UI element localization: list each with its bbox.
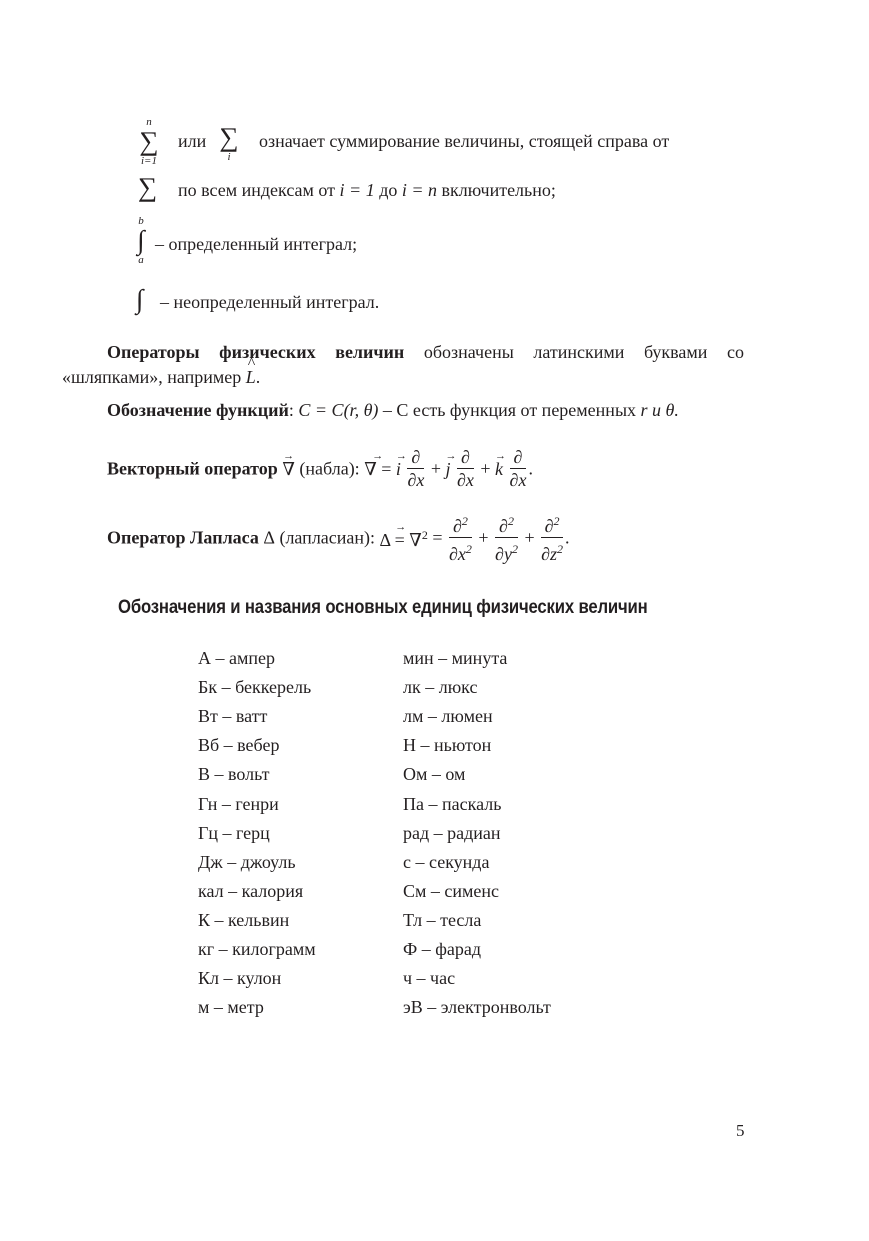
laplace-dy2: ∂y	[495, 544, 512, 564]
sum-limited	[134, 116, 164, 167]
laplace-bold: Оператор Лапласа	[107, 527, 259, 548]
laplace-frac-z	[541, 510, 563, 565]
laplace-end: .	[565, 527, 570, 548]
nabla-i: → i	[396, 458, 401, 480]
laplace-dx2: ∂x	[449, 544, 466, 564]
unit-left-item: Гц – герц	[198, 822, 270, 843]
nabla-symbol: → ∇	[282, 458, 295, 480]
unit-right-item: Па – паскаль	[403, 793, 502, 814]
functions-paragraph	[62, 398, 744, 423]
unit-right-item: лм – люмен	[403, 706, 493, 727]
sum-bare-symbol: ∑	[138, 172, 158, 202]
unit-right-item: эВ – электронвольт	[403, 997, 551, 1018]
operator-example: ^ L	[246, 365, 256, 390]
laplace-num-sq-y: 2	[507, 514, 514, 528]
laplace-dz2: ∂z	[541, 544, 557, 564]
unit-right-item: рад – радиан	[403, 822, 501, 843]
units-heading: Обозначения и названия основных единиц физических величин	[118, 597, 648, 618]
nabla-paren: (набла):	[299, 458, 360, 479]
unit-left-item: м – метр	[198, 997, 264, 1018]
laplace-num-z	[541, 510, 563, 538]
unit-left-item: Кл – кулон	[198, 968, 282, 989]
laplace-den-x	[449, 538, 472, 565]
laplace-num-y	[495, 510, 518, 538]
laplace-line	[107, 510, 570, 565]
page-number: 5	[736, 1121, 745, 1140]
unit-left-item: Бк – беккерель	[198, 677, 312, 698]
functions-colon: :	[288, 400, 294, 420]
laplace-partial-x: ∂	[452, 516, 462, 536]
laplace-plus-1: +	[478, 527, 489, 548]
unit-right-item: мин – минута	[403, 648, 508, 668]
laplace-paren: (лапласиан):	[279, 527, 376, 548]
nabla-dx-3: ∂x	[509, 470, 527, 490]
laplace-plus-2: +	[524, 527, 535, 548]
unit-left-item: А – ампер	[198, 648, 276, 668]
sum-desc-e: включительно;	[441, 180, 556, 200]
unit-right-item: См – сименс	[403, 880, 500, 901]
unit-right-item: Ф – фарад	[403, 939, 482, 959]
laplace-den-sq-x: 2	[465, 542, 472, 556]
laplace-num-x	[449, 510, 472, 538]
laplace-eq: =	[432, 527, 443, 548]
nabla-partial-3: ∂	[510, 446, 527, 469]
operators-bold: Операторы физических величин	[107, 342, 405, 362]
functions-vars: r и θ.	[640, 400, 679, 420]
sum-index-symbol: ∑	[219, 122, 239, 152]
operators-end: .	[255, 367, 261, 387]
nabla-plus-1: +	[430, 458, 441, 479]
unit-right-item: ч – час	[403, 968, 456, 989]
sum-desc-c: до	[379, 180, 398, 200]
indefinite-integral-symbol: ∫	[136, 284, 144, 314]
nabla-plus-2: +	[480, 458, 491, 479]
laplace-symbol: Δ	[263, 527, 275, 548]
unit-left-item: Гн – генри	[198, 793, 279, 814]
functions-formula: C = C(r, θ)	[298, 400, 379, 420]
unit-right-item: Ом – ом	[403, 764, 466, 785]
operators-paragraph	[62, 340, 744, 390]
functions-bold: Обозначение функций	[107, 400, 289, 420]
nabla-end: .	[528, 458, 533, 479]
definite-integral	[134, 215, 148, 266]
nabla-bold: Векторный оператор	[107, 458, 278, 479]
laplace-den-y	[495, 538, 518, 565]
laplace-lhs: → Δ = ∇	[380, 529, 422, 551]
laplace-den-sq-z: 2	[557, 542, 563, 556]
integral-lower-limit: a	[138, 254, 144, 266]
sum-desc-d: i = n	[401, 180, 438, 200]
unit-left-item: кг – килограмм	[198, 939, 316, 959]
operators-text: обозначены латинскими буквами со «шляпками», например	[62, 342, 744, 387]
unit-left-item: Вб – вебер	[198, 735, 280, 756]
nabla-partial-2: ∂	[457, 446, 474, 469]
nabla-frac-y	[457, 446, 474, 491]
nabla-partial-1: ∂	[407, 446, 424, 469]
laplace-num-sq-z: 2	[553, 514, 560, 528]
sum-desc-a: по всем индексам от	[178, 180, 336, 200]
unit-left-item: К – кельвин	[198, 909, 290, 930]
definite-integral-text: – определенный интеграл;	[155, 234, 358, 254]
nabla-line	[107, 446, 533, 491]
laplace-lhs-group	[380, 530, 428, 550]
laplace-frac-y	[495, 510, 518, 565]
indefinite-integral-text: – неопределенный интеграл.	[160, 292, 380, 312]
nabla-dx-2: ∂x	[457, 470, 474, 490]
functions-text: – C есть функция от переменных	[382, 400, 637, 420]
laplace-den-sq-y: 2	[511, 542, 518, 556]
sum-desc-b: i = 1	[339, 180, 375, 200]
integral-upper-limit: b	[138, 215, 144, 227]
laplace-den-z	[541, 538, 563, 565]
or-word: или	[178, 131, 207, 151]
laplace-square: 2	[421, 528, 428, 542]
laplace-frac-x	[449, 510, 472, 565]
unit-right-item: Тл – тесла	[403, 909, 482, 930]
nabla-frac-x	[407, 446, 424, 491]
nabla-k: → k	[495, 458, 503, 480]
sum-description-2	[178, 180, 556, 201]
sum-symbol: ∑	[139, 126, 159, 156]
sum-lower-limit: i=1	[141, 155, 157, 167]
nabla-frac-z	[510, 446, 527, 491]
sum-upper-limit: n	[146, 116, 152, 128]
nabla-dx-1: ∂x	[407, 470, 425, 490]
sum-index	[216, 124, 242, 163]
unit-left-item: В – вольт	[198, 764, 270, 785]
unit-right-item: лк – люкс	[403, 677, 478, 698]
laplace-partial-z: ∂	[544, 516, 554, 536]
integral-symbol: ∫	[137, 225, 145, 255]
nabla-lhs: → ∇ =	[364, 458, 391, 480]
unit-right-item: Н – ньютон	[403, 735, 492, 756]
unit-left-item: Дж – джоуль	[198, 851, 296, 872]
sum-index-lower: i	[227, 151, 231, 163]
unit-left-item: кал – калория	[198, 880, 304, 901]
unit-left-item: Вт – ватт	[198, 706, 268, 727]
laplace-partial-y: ∂	[499, 516, 508, 536]
sum-description-1: означает суммирование величины, стоящей справа от	[259, 131, 670, 151]
laplace-num-sq-x: 2	[461, 514, 468, 528]
unit-right-item: с – секунда	[403, 851, 490, 872]
nabla-j: → j	[445, 458, 450, 480]
